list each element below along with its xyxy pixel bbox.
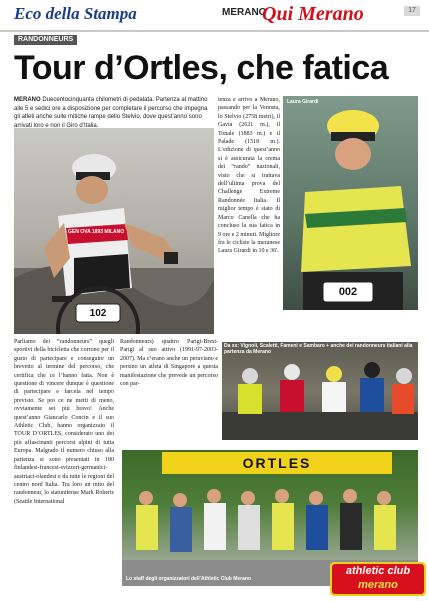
group-cyclists-illustration xyxy=(222,342,418,440)
article-title: Tour d’Ortles, che fatica xyxy=(14,49,389,87)
laura-label: Laura Girardi xyxy=(287,99,319,105)
logo-line-2: merano xyxy=(358,579,398,591)
article-column-right: tenza e arrivo a Merano, passando per la Venosta, lo Stelvio (2758 metri), il Gavia (2621 m.), il Tonale (1883 m.) e il Palade (1518 m.). L’edizione di quest’anno si è assicurata la crema dei “rando” nazionali, visto che si trattava dell’ultima prova del Challenge Extreme Randonnée Italia. Il miglior tempo è stato di Marco Canella che ha concluso la sua fatica in 9 ore e 2 minuti. Migliore fra le cicliste la meranese Laura Girardi in 10 e 36'. xyxy=(218,97,280,255)
logo-line-1: athletic club xyxy=(345,565,411,577)
article-column-2: Randonneurs) quattro Parigi-Brest-Parigi al suo attivo (1991-97-2003-2007). Ma c’erano anche un peruviano e persino un atleta di Singapore a questa manifestazione che prevede un percorso con par- xyxy=(120,339,218,388)
group-caption: Da sx: Vignoli, Scaletti, Fameni e Sambaro + anche dei randonneurs italiani alla partenza da Merano xyxy=(224,343,413,355)
city-label: MERANO xyxy=(222,7,267,18)
article-column-1: Parliamo dei “randonneurs” quegli sportivi della bicicletta che corrono per il gusto di partecipare e conseguire un brevetto al termine del percorso, che certifica che ce l’hanno fatta. Non è questione di vincere dunque è questione di partecipare e farcela nel tempo previsto. Se poi ce ne metti di meno, ovviamente sei più bravo! Anche quest’anno Giancarlo Concin e il suo Athletic Club, hanno organizzato il TOUR D’ORTLES, considerato uno dei più affascinanti percorsi alpini di tutta Europa. Malgrado il numero chiuso alla partenza si sono presentati in 180 finlandesi-francesi-svizzeri-germanici-austriaci-olandesi e da tutte le regioni del centro nord Italia. Tra loro un mito del randonneur, lo statunitense Mark Roberts (Seattle International xyxy=(14,339,114,505)
lead-text: Duecentocinquanta chilometri di pedalata. Partenza al mattino alle 5 e sedici ore a disposizione per completare il percorso che impegna gli atleti anche sulle mitiche rampe dello Stelvio, dove quest’anno sono arrivati loro e non il Giro d’Italia. xyxy=(14,97,208,129)
staff-caption: Lo staff degli organizzatori dell’Athletic Club Merano xyxy=(126,576,252,582)
main-bib-number: 102 xyxy=(89,308,107,319)
page-tag: 17 xyxy=(404,6,420,16)
jersey-text: GEN OVA 1893 MILANO xyxy=(68,229,125,235)
main-cyclist-photo xyxy=(14,128,214,334)
laura-photo xyxy=(283,96,418,310)
lead-dateline: MERANO xyxy=(14,97,41,103)
edition-name: Qui Merano xyxy=(262,3,364,25)
banner-text: ORTLES xyxy=(242,455,312,471)
group-photo xyxy=(222,342,418,440)
cyclist-woman-illustration xyxy=(283,96,418,310)
section-label: RANDONNEURS xyxy=(14,35,77,45)
publication-name: Eco della Stampa xyxy=(14,4,137,23)
article-lead xyxy=(14,96,214,130)
laura-bib-number: 002 xyxy=(338,286,358,298)
athletic-club-logo xyxy=(330,562,426,596)
